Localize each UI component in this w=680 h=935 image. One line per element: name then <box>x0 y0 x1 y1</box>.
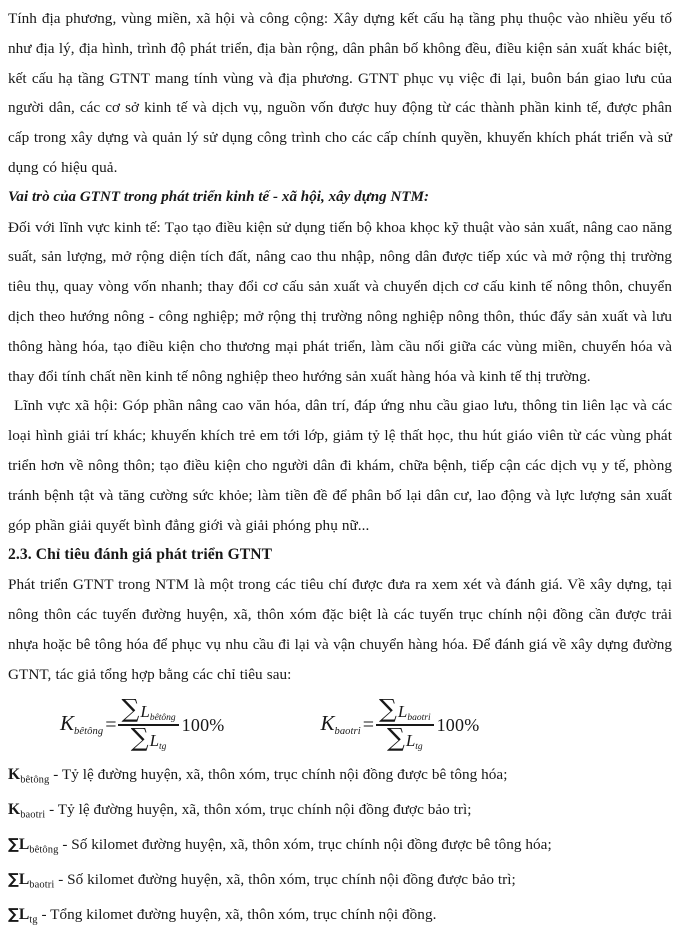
sigma-icon: ∑ <box>379 694 397 724</box>
legend-item <box>8 900 672 935</box>
legend-symbol: $\sum L_{bêtông}$ <box>8 834 59 856</box>
legend-symbol: $K_{bêtông}$ <box>8 765 50 786</box>
sigma-icon: ∑ <box>121 694 140 724</box>
formula-k-betong <box>60 694 225 752</box>
sigma-icon: ∑ <box>8 870 19 888</box>
equals-sign: = <box>362 713 375 736</box>
equals-sign: = <box>105 713 117 736</box>
legend-definition: - Tỷ lệ đường huyện, xã, thôn xóm, trục chính nội đồng được bê tông hóa; <box>49 765 508 783</box>
formula-lhs-subscript: bêtông <box>74 725 104 737</box>
legend-subscript: bêtông <box>29 844 59 856</box>
legend-subscript: baotri <box>29 879 55 891</box>
formula-lhs-symbol: $K_{baotri}$ <box>320 710 361 737</box>
paragraph-social-field: Lĩnh vực xã hội: Góp phần nâng cao văn hóa, dân trí, đáp ứng nhu cầu giao lưu, thông tin liên lạc và các loại hình giải trí khác; khuyến khích trẻ em tới lớp, giảm tỷ lệ thất học, thu hút giáo viên từ các vùng phát triển hơn về nông thôn; tạo điều kiện cho người dân đi khám, chữa bệnh, tiếp cận các dịch vụ y tế, phòng tránh bệnh tật và tăng cường sức khỏe; làm tiền đề để phân bố lại dân cư, lao động và lực lượng sản xuất góp phần giải quyết bình đẳng giới và giải phóng phụ nữ... <box>8 397 672 534</box>
legend-symbol: $\sum L_{tg}$ <box>8 905 38 926</box>
numerator-subscript: baotri <box>407 713 431 724</box>
legend-definition: - Tổng kilomet đường huyện, xã, thôn xóm, trục chính nội đồng. <box>37 906 437 924</box>
fraction <box>376 694 434 752</box>
formula-row <box>8 694 672 752</box>
legend-item <box>8 795 672 830</box>
paragraph-local-character: Tính địa phương, vùng miền, xã hội và công cộng: Xây dựng kết cấu hạ tầng phụ thuộc vào nhiều yếu tố như địa lý, địa hình, trình độ phát triển, địa bàn rộng, dân phân bố không đều, điều kiện sản xuất khác biệt, kết cấu hạ tầng GTNT mang tính vùng và địa phương. GTNT phục vụ việc đi lại, buôn bán giao lưu của người dân, các cơ sở kinh tế và dịch vụ, nguồn vốn được huy động từ các thành phần kinh tế, được phân cấp trong xây dựng và quản lý sử dụng công trình cho các cấp chính quyền, khuyến khích phát triển và sử dụng có hiệu quả. <box>8 10 672 176</box>
legend-subscript: bêtông <box>20 774 50 786</box>
numerator-variable: $L_{baotri}$ <box>397 702 431 724</box>
denominator-variable: $L_{tg}$ <box>405 730 423 752</box>
legend-symbol: $K_{baotri}$ <box>8 800 46 821</box>
numerator-variable: $L_{bêtông}$ <box>140 702 176 724</box>
formula-lhs-symbol: $K_{bêtông}$ <box>60 710 104 737</box>
section-heading-2-3: 2.3. Chỉ tiêu đánh giá phát triển GTNT <box>8 546 273 564</box>
denominator-variable: $L_{tg}$ <box>149 730 167 752</box>
lead-role-of-gtnt: Vai trò của GTNT trong phát triển kinh tế - xã hội, xây dựng NTM: <box>8 188 430 205</box>
legend-subscript: tg <box>29 914 38 926</box>
fraction <box>118 694 178 752</box>
denominator-subscript: tg <box>159 741 167 752</box>
fraction-numerator <box>376 694 434 724</box>
legend-definition: - Số kilomet đường huyện, xã, thôn xóm, trục chính nội đồng được bảo trì; <box>54 871 516 888</box>
sigma-icon: ∑ <box>130 722 149 752</box>
legend-symbol: $\sum L_{baotri}$ <box>8 870 55 891</box>
fraction-denominator <box>376 722 434 752</box>
legend-definition: - Tỷ lệ đường huyện, xã, thôn xóm, trục chính nội đồng được bảo trì; <box>45 800 472 818</box>
legend-item <box>8 865 672 900</box>
fraction-numerator <box>118 694 178 724</box>
denominator-subscript: tg <box>415 741 423 752</box>
fraction-denominator <box>118 722 178 752</box>
sigma-icon: ∑ <box>8 834 19 853</box>
paragraph-economic-field: Đối với lĩnh vực kinh tế: Tạo tạo điều kiện sử dụng tiến bộ khoa khọc kỹ thuật vào sản xuất, nâng cao năng suất, sản lượng, mở rộng diện tích đất, nâng cao thu nhập, nông dân được tiếp xúc và mở rộng thị trường tiêu thụ, quay vòng vốn nhanh; thay đổi cơ cấu sản xuất và chuyển dịch cơ cấu kinh tế nông thôn, chuyển dịch theo hướng nông - công nghiệp; mở rộng thị trường nông nghiệp nông thôn, thúc đẩy sản xuất và lưu thông hàng hóa, tạo điều kiện cho thương mại phát triển, làm cầu nối giữa các vùng miền, chuyển hóa và thay đổi tính chất nền kinh tế nông nghiệp theo hướng sản xuất hàng hóa và kinh tế thị trường. <box>8 218 672 385</box>
legend-item <box>8 760 672 795</box>
numerator-subscript: bêtông <box>149 713 176 724</box>
percent-multiplier: 100% <box>436 714 480 735</box>
formula-lhs-subscript: baotri <box>334 725 361 737</box>
paragraph-criteria-intro: Phát triển GTNT trong NTM là một trong các tiêu chí được đưa ra xem xét và đánh giá. Về xây dựng, tại nông thôn các tuyến đường huyện, xã, thôn xóm đặc biệt là các tuyến trục chính nội đồng cần được trải nhựa hoặc bê tông hóa để phục vụ nhu cầu đi lại và vận chuyển hàng hóa. Để đánh giá về xây dựng đường GTNT, tác giả tổng hợp bằng các chỉ tiêu sau: <box>8 576 672 683</box>
sigma-icon: ∑ <box>386 722 405 752</box>
sigma-icon: ∑ <box>8 905 19 924</box>
formula-legend-list <box>8 760 672 935</box>
formula-k-baotri <box>320 694 480 752</box>
percent-multiplier: 100% <box>181 714 225 735</box>
legend-subscript: baotri <box>20 809 46 821</box>
legend-item <box>8 830 672 865</box>
legend-definition: - Số kilomet đường huyện, xã, thôn xóm, trục chính nội đồng được bê tông hóa; <box>58 835 552 853</box>
